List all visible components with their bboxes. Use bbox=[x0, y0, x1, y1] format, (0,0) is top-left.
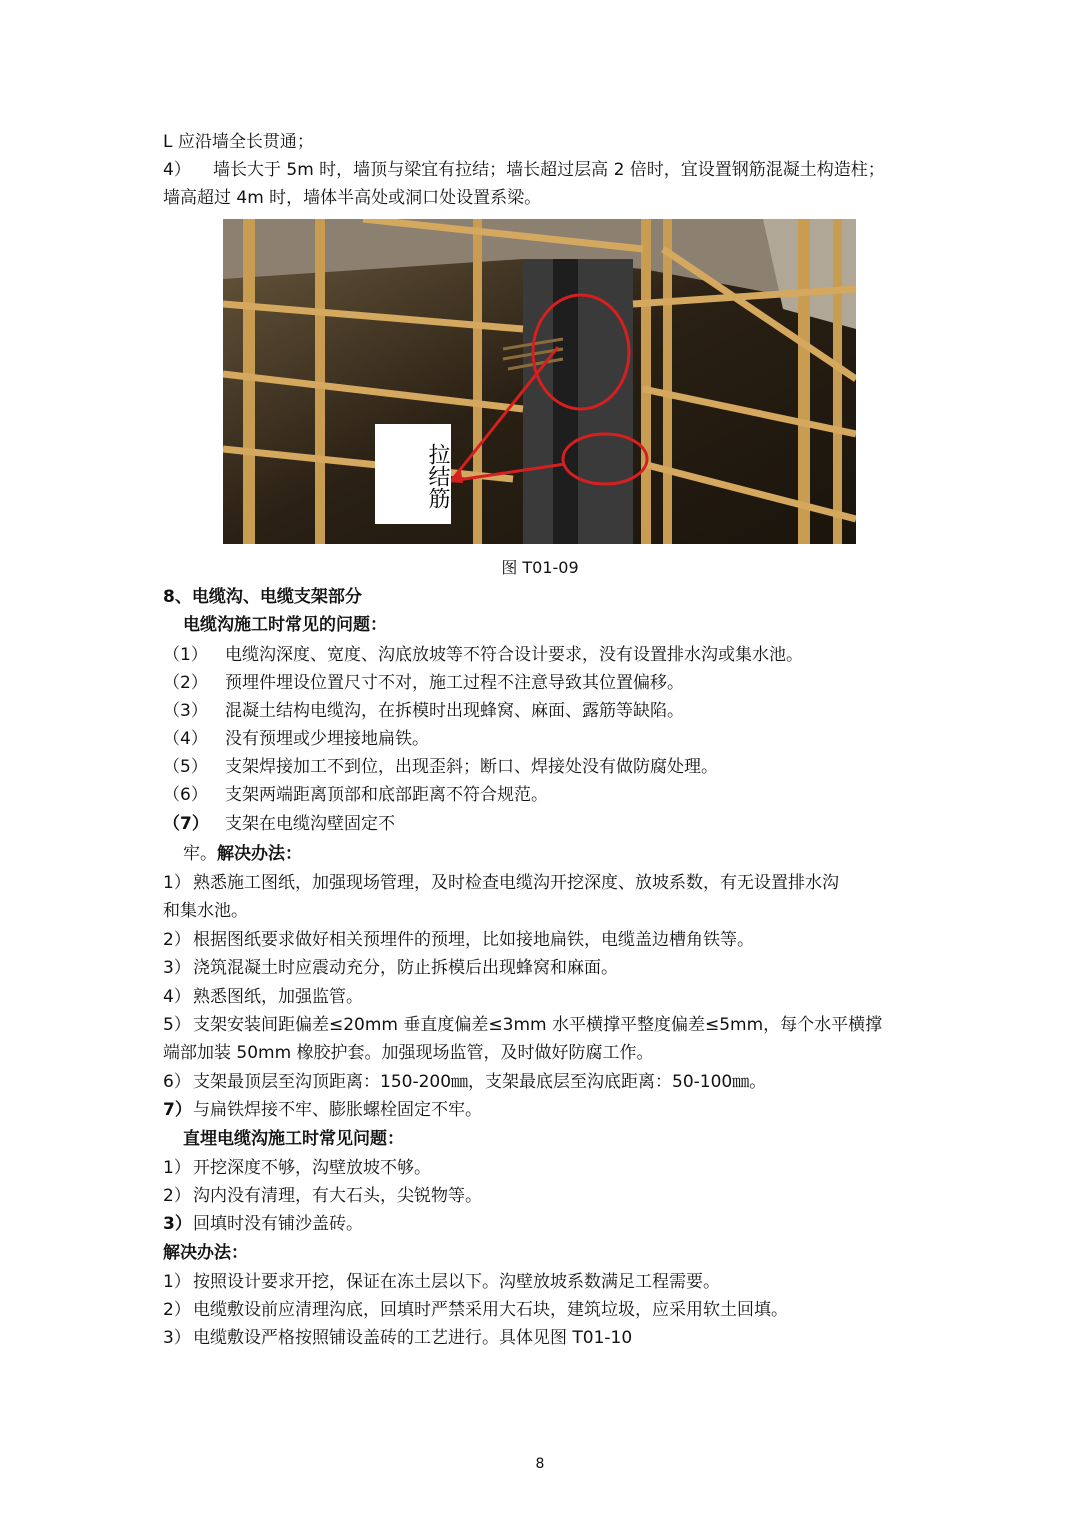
list-text: 开挖深度不够，沟壁放坡不够。 bbox=[193, 1158, 431, 1178]
list-text: 支架安装间距偏差≤20mm 垂直度偏差≤3mm 水平横撑平整度偏差≤5mm，每个水平横撑 bbox=[193, 1015, 883, 1035]
list-text: 与扁铁焊接不牢、膨胀螺栓固定不牢。 bbox=[193, 1100, 482, 1120]
wrap-line bbox=[183, 842, 302, 866]
list-number: 2） bbox=[163, 1300, 191, 1320]
section-heading: 8、电缆沟、电缆支架部分 bbox=[163, 587, 362, 607]
list-text: 电缆敷设前应清理沟底，回填时严禁采用大石块，建筑垃圾，应采用软土回填。 bbox=[193, 1300, 788, 1320]
list-item bbox=[163, 985, 363, 1009]
list-item bbox=[163, 671, 684, 695]
list-number: 5） bbox=[163, 1015, 191, 1035]
list-number: 3） bbox=[163, 958, 191, 978]
list-number: （1） bbox=[163, 645, 208, 665]
scaffolding-photo bbox=[223, 219, 856, 544]
list-number: 4） bbox=[163, 987, 191, 1007]
list-number: （2） bbox=[163, 673, 208, 693]
list-item bbox=[163, 727, 429, 751]
list-text: 熟悉施工图纸，加强现场管理，及时检查电缆沟开挖深度、放坡系数，有无设置排水沟 bbox=[193, 873, 839, 893]
list-number: 1） bbox=[163, 1158, 191, 1178]
solution-label-2: 解决办法： bbox=[163, 1243, 248, 1263]
list-text: 预埋件埋设位置尺寸不对，施工过程不注意导致其位置偏移。 bbox=[225, 673, 684, 693]
list-number: 2） bbox=[163, 930, 191, 950]
rebar-label: 拉结筋 bbox=[425, 443, 450, 509]
list-number: 6） bbox=[163, 1072, 191, 1092]
list-text: 回填时没有铺沙盖砖。 bbox=[193, 1214, 363, 1234]
page-number: 8 bbox=[535, 1456, 545, 1472]
list-number: 1） bbox=[163, 873, 191, 893]
list-text: 按照设计要求开挖，保证在冻土层以下。沟壁放坡系数满足工程需要。 bbox=[193, 1272, 720, 1292]
list-item-continuation: 端部加装 50mm 橡胶护套。加强现场监管，及时做好防腐工作。 bbox=[163, 1043, 654, 1063]
list-item bbox=[163, 1184, 482, 1208]
list-text: 熟悉图纸，加强监管。 bbox=[193, 987, 363, 1007]
list-number: 2） bbox=[163, 1186, 191, 1206]
list-item bbox=[163, 956, 618, 980]
list-text: 支架最顶层至沟顶距离：150-200㎜，支架最底层至沟底距离：50-100㎜。 bbox=[193, 1072, 767, 1092]
list-text: 墙长大于 5m 时，墙顶与梁宜有拉结；墙长超过层高 2 倍时，宜设置钢筋混凝土构造柱； bbox=[213, 160, 885, 180]
list-number: 3） bbox=[163, 1328, 191, 1348]
list-item bbox=[163, 1326, 632, 1350]
intro-line-2 bbox=[163, 158, 885, 182]
list-item bbox=[163, 812, 395, 836]
list-text: 混凝土结构电缆沟，在拆模时出现蜂窝、麻面、露筋等缺陷。 bbox=[225, 701, 684, 721]
intro-line-3: 墙高超过 4m 时，墙体半高处或洞口处设置系梁。 bbox=[163, 188, 542, 208]
list-number: 1） bbox=[163, 1272, 191, 1292]
list-text: 支架两端距离顶部和底部距离不符合规范。 bbox=[225, 785, 548, 805]
scaffolding-photo-drawing bbox=[223, 219, 856, 544]
list-number: 7） bbox=[163, 1100, 192, 1120]
list-item bbox=[163, 755, 718, 779]
list-text: 沟内没有清理，有大石头，尖锐物等。 bbox=[193, 1186, 482, 1206]
list-text: 没有预埋或少埋接地扁铁。 bbox=[225, 729, 429, 749]
list-text: 电缆沟深度、宽度、沟底放坡等不符合设计要求，没有设置排水沟或集水池。 bbox=[225, 645, 803, 665]
list-item bbox=[163, 643, 803, 667]
figure-caption: 图 T01-09 bbox=[501, 558, 579, 577]
list-number: 4） bbox=[163, 160, 191, 180]
list-item bbox=[163, 1212, 363, 1236]
list-item bbox=[163, 699, 684, 723]
list-text: 电缆敷设严格按照铺设盖砖的工艺进行。具体见图 T01-10 bbox=[193, 1328, 633, 1348]
intro-line-1: L 应沿墙全长贯通； bbox=[163, 132, 314, 152]
list-item bbox=[163, 1298, 788, 1322]
wrap-text: 牢。 bbox=[183, 844, 217, 864]
list-item bbox=[163, 783, 548, 807]
list-number: 3） bbox=[163, 1214, 192, 1234]
list-number: （4） bbox=[163, 729, 208, 749]
list-text: 支架焊接加工不到位，出现歪斜；断口、焊接处没有做防腐处理。 bbox=[225, 757, 718, 777]
list-number: （5） bbox=[163, 757, 208, 777]
list-item-continuation: 和集水池。 bbox=[163, 901, 248, 921]
list-item bbox=[163, 1156, 431, 1180]
list-text: 根据图纸要求做好相关预埋件的预埋，比如接地扁铁，电缆盖边槽角铁等。 bbox=[193, 930, 754, 950]
solution-label: 解决办法： bbox=[217, 844, 302, 864]
list-number: （6） bbox=[163, 785, 208, 805]
list-item bbox=[163, 1270, 720, 1294]
list-item bbox=[163, 1070, 766, 1094]
subheading-problems: 电缆沟施工时常见的问题： bbox=[183, 615, 387, 635]
list-item bbox=[163, 871, 839, 895]
subheading-direct-burial: 直埋电缆沟施工时常见问题： bbox=[183, 1129, 404, 1149]
list-number: （3） bbox=[163, 701, 208, 721]
list-item bbox=[163, 1098, 482, 1122]
list-number: （7） bbox=[163, 814, 209, 834]
list-item bbox=[163, 928, 754, 952]
list-text: 支架在电缆沟壁固定不 bbox=[225, 814, 395, 834]
list-text: 浇筑混凝土时应震动充分，防止拆模后出现蜂窝和麻面。 bbox=[193, 958, 618, 978]
list-item bbox=[163, 1013, 882, 1037]
